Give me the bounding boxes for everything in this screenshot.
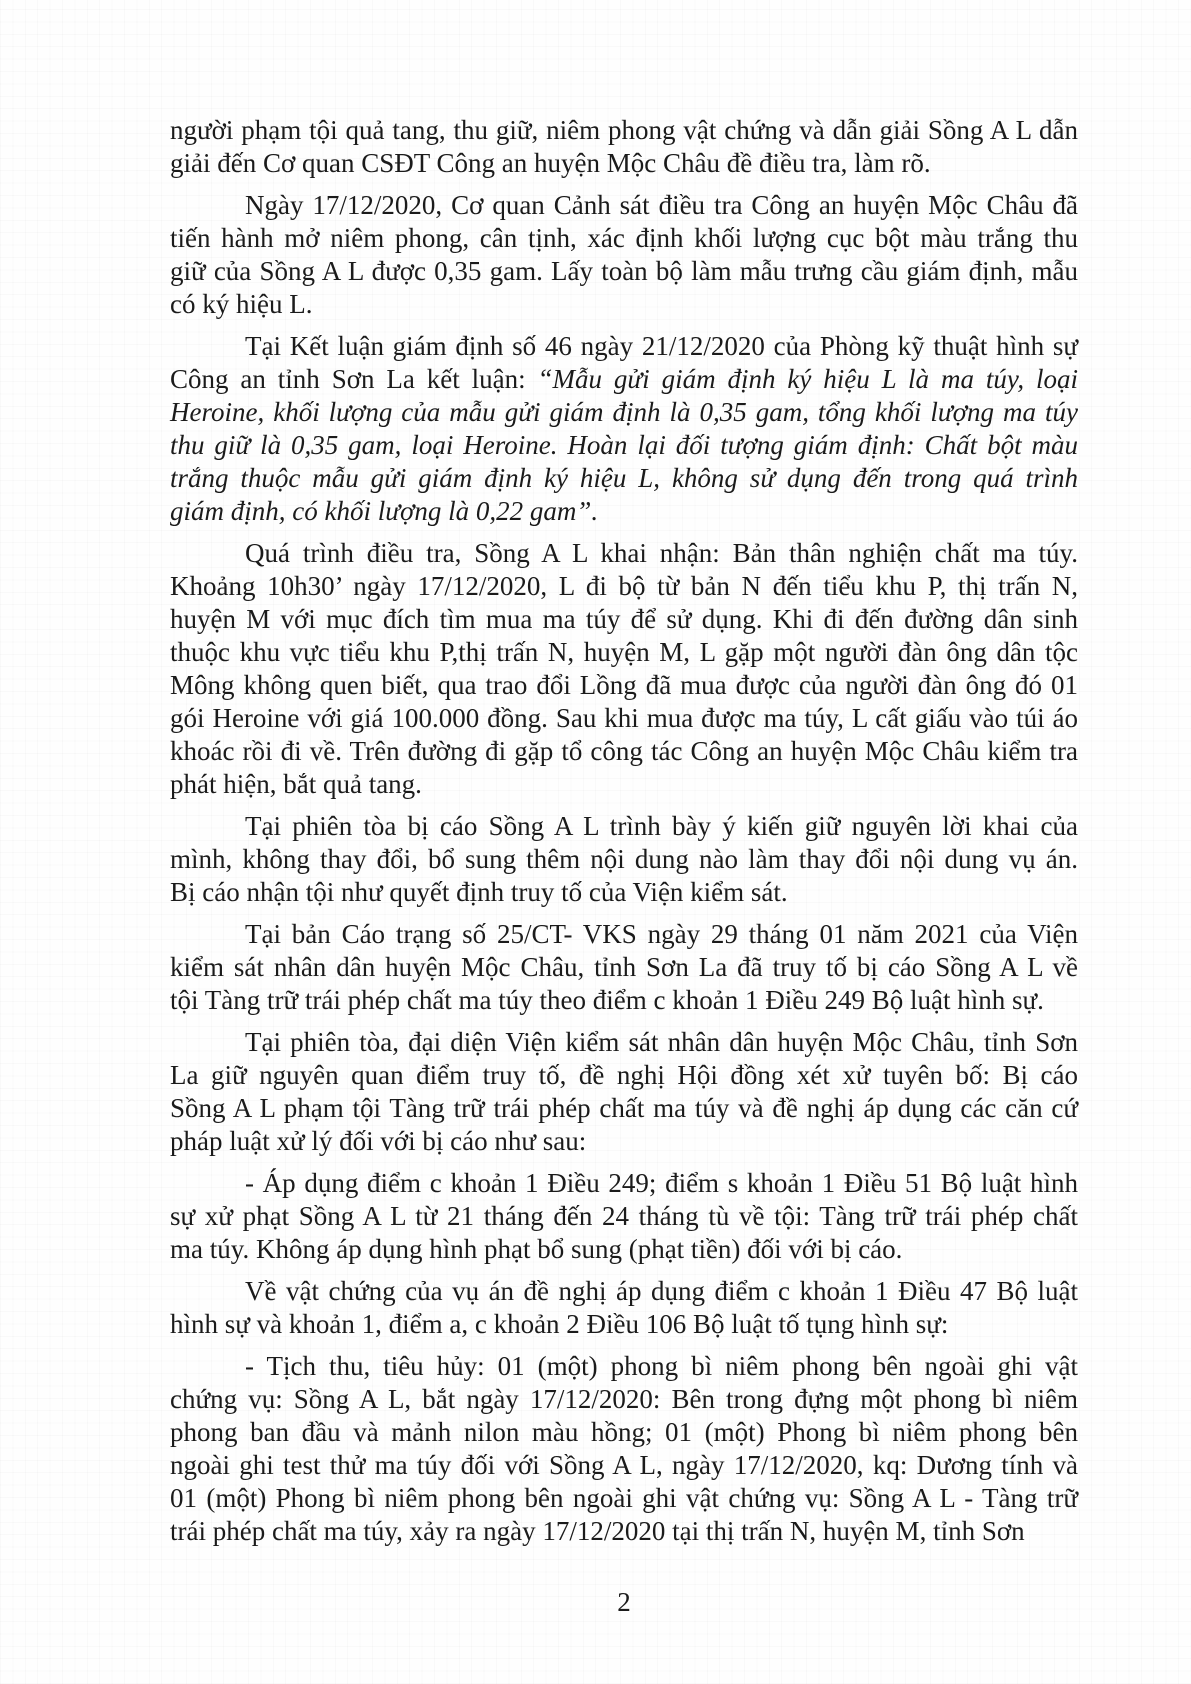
text-line: mình, không thay đổi, bổ sung thêm nội dung nào làm thay đổi nội dung vụ án. xyxy=(170,844,1078,874)
text-line: Heroine, khối lượng của mẫu gửi giám định là 0,35 gam, tổng khối lượng ma túy xyxy=(170,397,1078,427)
text-line: 01 (một) Phong bì niêm phong bên ngoài ghi vật chứng vụ: Sồng A L - Tàng trữ xyxy=(170,1483,1078,1513)
text-line: Mông không quen biết, qua trao đổi Lồng đã mua được của người đàn ông đó 01 xyxy=(170,670,1078,700)
text-line: Tại Kết luận giám định số 46 ngày 21/12/2020 của Phòng kỹ thuật hình sự xyxy=(245,331,1078,361)
text-line: giải đến Cơ quan CSĐT Công an huyện Mộc Châu đề điều tra, làm rõ. xyxy=(170,148,931,178)
text-line: Tại phiên tòa bị cáo Sồng A L trình bày ý kiến giữ nguyên lời khai của xyxy=(245,811,1078,841)
text-line: - Áp dụng điểm c khoản 1 Điều 249; điểm s khoản 1 Điều 51 Bộ luật hình xyxy=(245,1168,1078,1198)
paragraph xyxy=(170,537,1078,801)
text-line: tiến hành mở niêm phong, cân tịnh, xác định khối lượng cục bột màu trắng thu xyxy=(170,223,1078,253)
paragraph xyxy=(170,114,1078,180)
text-line: kiểm sát nhân dân huyện Mộc Châu, tỉnh Sơn La đã truy tố bị cáo Sồng A L về xyxy=(170,952,1078,982)
text-line: trái phép chất ma túy, xảy ra ngày 17/12/2020 tại thị trấn N, huyện M, tỉnh Sơn xyxy=(170,1516,1025,1546)
text-line: thu giữ là 0,35 gam, loại Heroine. Hoàn lại đối tượng giám định: Chất bột màu xyxy=(170,430,1078,460)
paragraph xyxy=(170,330,1078,528)
text-line: ma túy. Không áp dụng hình phạt bổ sung (phạt tiền) đối với bị cáo. xyxy=(170,1234,903,1264)
page-number: 2 xyxy=(617,1587,631,1617)
text-line: Công an tỉnh Sơn La kết luận: “Mẫu gửi giám định ký hiệu L là ma túy, loại xyxy=(170,364,1078,394)
paragraph xyxy=(170,1350,1078,1548)
text-line: có ký hiệu L. xyxy=(170,289,313,319)
text-line: hình sự và khoản 1, điểm a, c khoản 2 Điều 106 Bộ luật tố tụng hình sự: xyxy=(170,1309,949,1339)
text-line: sự xử phạt Sồng A L từ 21 tháng đến 24 tháng tù về tội: Tàng trữ trái phép chất xyxy=(170,1201,1078,1231)
paragraph xyxy=(170,810,1078,909)
text-line: trắng thuộc mẫu gửi giám định ký hiệu L, không sử dụng đến trong quá trình xyxy=(170,463,1078,493)
text-line: giữ của Sồng A L được 0,35 gam. Lấy toàn bộ làm mẫu trưng cầu giám định, mẫu xyxy=(170,256,1078,286)
text-line: pháp luật xử lý đối với bị cáo như sau: xyxy=(170,1126,587,1156)
text-line: - Tịch thu, tiêu hủy: 01 (một) phong bì niêm phong bên ngoài ghi vật xyxy=(245,1351,1078,1381)
text-line: Tại phiên tòa, đại diện Viện kiểm sát nhân dân huyện Mộc Châu, tỉnh Sơn xyxy=(245,1027,1078,1057)
text-line: La giữ nguyên quan điểm truy tố, đề nghị Hội đồng xét xử tuyên bố: Bị cáo xyxy=(170,1060,1078,1090)
text-line: khoác rồi đi về. Trên đường đi gặp tổ công tác Công an huyện Mộc Châu kiểm tra xyxy=(170,736,1078,766)
text-line: ngoài ghi test thử ma túy đối với Sồng A L, ngày 17/12/2020, kq: Dương tính và xyxy=(170,1450,1078,1480)
text-line: phong ban đầu và mảnh nilon màu hồng; 01 (một) Phong bì niêm phong bên xyxy=(170,1417,1078,1447)
text-line: người phạm tội quả tang, thu giữ, niêm phong vật chứng và dẫn giải Sồng A L dẫn xyxy=(170,115,1078,145)
paragraph xyxy=(170,918,1078,1017)
paragraph xyxy=(170,1167,1078,1266)
text-line: giám định, có khối lượng là 0,22 gam”. xyxy=(170,496,599,526)
paragraph xyxy=(170,1026,1078,1158)
text-line: Quá trình điều tra, Sồng A L khai nhận: Bản thân nghiện chất ma túy. xyxy=(245,538,1078,568)
text-line: chứng vụ: Sồng A L, bắt ngày 17/12/2020: Bên trong đựng một phong bì niêm xyxy=(170,1384,1078,1414)
text-line: phát hiện, bắt quả tang. xyxy=(170,769,422,799)
text-line: Về vật chứng của vụ án đề nghị áp dụng điểm c khoản 1 Điều 47 Bộ luật xyxy=(245,1276,1078,1306)
text-line: Ngày 17/12/2020, Cơ quan Cảnh sát điều tra Công an huyện Mộc Châu đã xyxy=(245,190,1078,220)
text-line: huyện M với mục đích tìm mua ma túy để sử dụng. Khi đi đến đường dân sinh xyxy=(170,604,1078,634)
text-line: Sồng A L phạm tội Tàng trữ trái phép chất ma túy và đề nghị áp dụng các căn cứ xyxy=(170,1093,1078,1123)
text-line: tội Tàng trữ trái phép chất ma túy theo điểm c khoản 1 Điều 249 Bộ luật hình sự. xyxy=(170,985,1044,1015)
text-line: Khoảng 10h30’ ngày 17/12/2020, L đi bộ từ bản N đến tiểu khu P, thị trấn N, xyxy=(170,571,1078,601)
document-text xyxy=(170,114,1078,1548)
paragraph xyxy=(170,189,1078,321)
text-line: Bị cáo nhận tội như quyết định truy tố của Viện kiểm sát. xyxy=(170,877,788,907)
text-line: Tại bản Cáo trạng số 25/CT- VKS ngày 29 tháng 01 năm 2021 của Viện xyxy=(245,919,1078,949)
text-line: gói Heroine với giá 100.000 đồng. Sau khi mua được ma túy, L cất giấu vào túi áo xyxy=(170,703,1078,733)
text-line: thuộc khu vực tiểu khu P,thị trấn N, huyện M, L gặp một người đàn ông dân tộc xyxy=(170,637,1078,667)
paragraph xyxy=(170,1275,1078,1341)
